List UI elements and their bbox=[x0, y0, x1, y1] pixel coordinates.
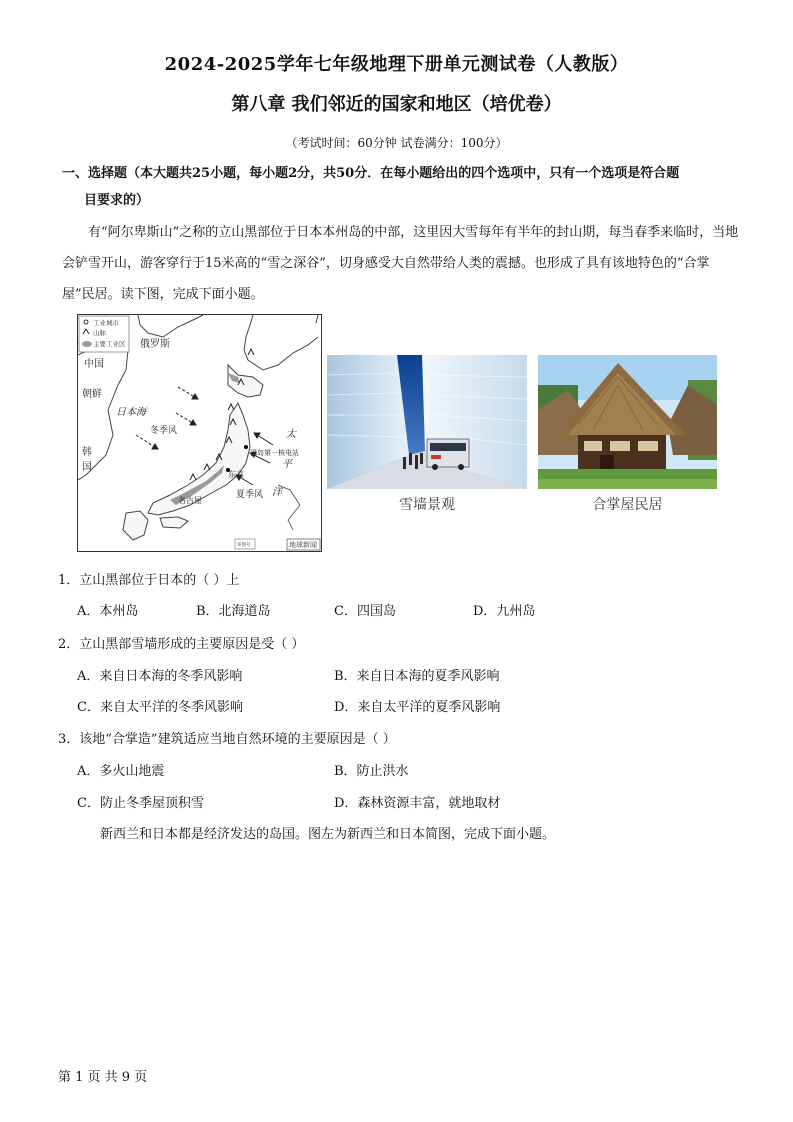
japan-map bbox=[77, 314, 322, 552]
question-1-option-a[interactable]: A．本州岛 bbox=[77, 604, 139, 619]
snow-wall-photo bbox=[327, 355, 527, 489]
label-summer-monsoon: 夏季风 bbox=[236, 490, 264, 500]
exam-info: （考试时间：60分钟 试卷满分：100分） bbox=[285, 136, 508, 150]
next-intro-paragraph: 新西兰和日本都是经济发达的岛国。图左为新西兰和日本简图，完成下面小题。 bbox=[100, 827, 556, 842]
exam-title: 2024-2025学年七年级地理下册单元测试卷（人教版） bbox=[164, 54, 629, 75]
chapter-subtitle: 第八章 我们邻近的国家和地区（培优卷） bbox=[231, 94, 562, 115]
question-2-stem: 2．立山黑部雪墙形成的主要原因是受（ ） bbox=[58, 637, 305, 652]
section-heading-line2: 目要求的） bbox=[84, 193, 150, 208]
question-3-option-b[interactable]: B．防止洪水 bbox=[334, 764, 409, 779]
label-nagoya: 名古屋 bbox=[178, 496, 202, 505]
label-map-source: 地球新闻 bbox=[289, 541, 317, 549]
gassho-house-photo bbox=[538, 355, 717, 489]
question-1-option-d[interactable]: D．九州岛 bbox=[473, 604, 536, 619]
japan-map-svg bbox=[78, 315, 321, 551]
question-3-option-c[interactable]: C．防止冬季屋顶积雪 bbox=[77, 796, 204, 811]
legend-city-label: 工业城市 bbox=[93, 319, 119, 327]
gassho-house-caption: 合掌屋民居 bbox=[592, 497, 663, 513]
fukushima-marker bbox=[244, 445, 248, 449]
question-1-stem: 1．立山黑部位于日本的（ ）上 bbox=[58, 573, 240, 588]
kyushu-island bbox=[123, 511, 148, 540]
label-tokyo: 东京 bbox=[228, 470, 244, 479]
question-1-option-b[interactable]: B．北海道岛 bbox=[196, 604, 271, 619]
label-south-korea-2: 国 bbox=[82, 462, 92, 473]
label-russia: 俄罗斯 bbox=[140, 339, 170, 350]
question-2-option-d[interactable]: D．来自太平洋的夏季风影响 bbox=[334, 700, 501, 715]
question-2-option-c[interactable]: C．来自太平洋的冬季风影响 bbox=[77, 700, 243, 715]
label-pacific-3: 洋 bbox=[272, 487, 282, 498]
label-south-korea-1: 韩 bbox=[82, 447, 92, 458]
section-heading bbox=[62, 160, 752, 214]
label-north-korea: 朝鲜 bbox=[82, 389, 102, 400]
question-1-option-c[interactable]: C．四国岛 bbox=[334, 604, 396, 619]
section-heading-line1: 一、选择题（本大题共25小题，每小题2分，共50分．在每小题给出的四个选项中，只有一个选项是符合题 bbox=[62, 166, 680, 181]
label-sea-of-japan: 日本海 bbox=[116, 407, 146, 418]
snow-wall-caption: 雪墙景观 bbox=[399, 497, 455, 513]
label-pacific-2: 平 bbox=[282, 459, 292, 470]
legend-industry-symbol bbox=[82, 341, 92, 347]
question-2-option-a[interactable]: A．来自日本海的冬季风影响 bbox=[77, 669, 243, 684]
question-3-stem: 3．该地“合掌造”建筑适应当地自然环境的主要原因是（ ） bbox=[58, 732, 396, 747]
winter-monsoon-arrows bbox=[136, 387, 198, 449]
label-review-number: 审图号 bbox=[237, 543, 251, 548]
legend-mountain-label: 山脉 bbox=[93, 329, 106, 337]
label-china: 中国 bbox=[84, 359, 104, 370]
shikoku-island bbox=[160, 517, 188, 528]
question-3-option-a[interactable]: A．多火山地震 bbox=[77, 764, 165, 779]
russia-coastline bbox=[138, 315, 203, 337]
label-fukushima: 福岛第一核电站 bbox=[250, 449, 299, 457]
label-pacific-1: 太 bbox=[286, 429, 296, 440]
intro-paragraph: 有“阿尔卑斯山”之称的立山黑部位于日本本州岛的中部，这里因大雪每年有半年的封山期，每当春季来临时，当地会铲雪开山，游客穿行于15米高的“雪之深谷”，切身感受大自然带给人类的震撼。也形成了具有该地特色的“合掌屋”民居。读下图，完成下面小题。 bbox=[62, 225, 739, 302]
question-2-option-b[interactable]: B．来自日本海的夏季风影响 bbox=[334, 669, 500, 684]
page-footer: 第 1 页 共 9 页 bbox=[58, 1070, 148, 1085]
legend-industry-label: 主要工业区 bbox=[93, 340, 126, 348]
question-3-option-d[interactable]: D．森林资源丰富，就地取材 bbox=[334, 796, 501, 811]
label-winter-monsoon: 冬季风 bbox=[150, 426, 178, 436]
hokkaido-coastline bbox=[244, 315, 318, 370]
